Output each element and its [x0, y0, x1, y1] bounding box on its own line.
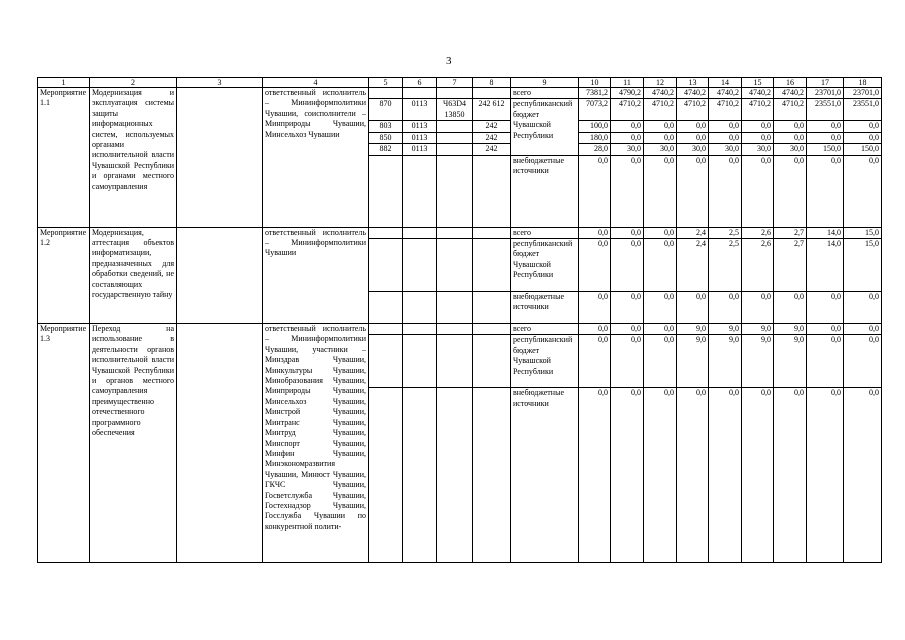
value-cell: 0,0: [677, 121, 709, 132]
value-cell: 0,0: [807, 121, 844, 132]
header-cell: 10: [579, 78, 611, 88]
value-cell: 0,0: [742, 155, 774, 227]
value-cell: 9,0: [742, 335, 774, 388]
empty-cell: [403, 239, 437, 292]
value-cell: 30,0: [742, 144, 774, 155]
value-cell: 23701,0: [844, 88, 882, 99]
value-cell: 9,0: [742, 324, 774, 335]
code-rz: [403, 88, 437, 99]
empty-cell: [437, 155, 473, 227]
code-grbs: 870: [369, 99, 403, 121]
empty-cell: [403, 227, 437, 238]
value-cell: 0,0: [774, 388, 807, 563]
value-cell: 0,0: [807, 335, 844, 388]
value-cell: 150,0: [844, 144, 882, 155]
value-cell: 4790,2: [611, 88, 644, 99]
code-rz: 0113: [403, 144, 437, 155]
value-cell: 14,0: [807, 239, 844, 292]
header-cell: 3: [177, 78, 263, 88]
value-cell: 0,0: [611, 132, 644, 143]
empty-cell: [473, 292, 511, 324]
header-cell: 12: [644, 78, 677, 88]
measure-name: Мероприятие 1.3: [38, 324, 90, 563]
value-cell: 23551,0: [807, 99, 844, 121]
header-cell: 13: [677, 78, 709, 88]
value-cell: 0,0: [742, 121, 774, 132]
header-cell: 6: [403, 78, 437, 88]
value-cell: 0,0: [644, 388, 677, 563]
value-cell: 0,0: [807, 155, 844, 227]
empty-cell: [177, 88, 263, 228]
value-cell: 2,7: [774, 239, 807, 292]
value-cell: 0,0: [844, 335, 882, 388]
empty-cell: [473, 155, 511, 227]
code-vr: 242: [473, 121, 511, 132]
value-cell: 0,0: [844, 155, 882, 227]
empty-cell: [403, 388, 437, 563]
value-cell: 0,0: [644, 324, 677, 335]
value-cell: 2,4: [677, 227, 709, 238]
empty-cell: [369, 155, 403, 227]
value-cell: 0,0: [579, 227, 611, 238]
header-cell: 15: [742, 78, 774, 88]
header-cell: 16: [774, 78, 807, 88]
code-vr: 242: [473, 132, 511, 143]
code-grbs: 803: [369, 121, 403, 132]
value-cell: 2,6: [742, 239, 774, 292]
empty-cell: [437, 239, 473, 292]
value-cell: 0,0: [644, 132, 677, 143]
table-row: [38, 324, 882, 335]
value-cell: 0,0: [644, 292, 677, 324]
value-cell: 4710,2: [742, 99, 774, 121]
value-cell: 9,0: [774, 335, 807, 388]
value-cell: 0,0: [742, 388, 774, 563]
value-cell: 30,0: [677, 144, 709, 155]
value-cell: 30,0: [611, 144, 644, 155]
value-cell: 100,0: [579, 121, 611, 132]
table-row: [38, 88, 882, 99]
header-row: [38, 78, 882, 88]
code-rz: 0113: [403, 99, 437, 121]
empty-cell: [437, 292, 473, 324]
value-cell: 0,0: [677, 132, 709, 143]
value-cell: 0,0: [709, 388, 742, 563]
header-cell: 11: [611, 78, 644, 88]
value-cell: 0,0: [611, 335, 644, 388]
value-cell: 0,0: [807, 324, 844, 335]
value-cell: 0,0: [579, 335, 611, 388]
value-cell: 0,0: [807, 388, 844, 563]
empty-cell: [403, 155, 437, 227]
source-label: всего: [511, 227, 579, 238]
value-cell: 4740,2: [677, 88, 709, 99]
value-cell: 0,0: [677, 155, 709, 227]
value-cell: 0,0: [611, 388, 644, 563]
value-cell: 7073,2: [579, 99, 611, 121]
empty-cell: [369, 227, 403, 238]
value-cell: 4710,2: [774, 99, 807, 121]
measure-title: Модернизация, аттестация объектов информатизации, предназначенных для обработки сведений, не составляющих государственную тайну: [90, 227, 177, 323]
empty-cell: [437, 335, 473, 388]
measure-title: Модернизация и эксплуатация системы защиты информационных систем, используемых органами исполнительной власти Чувашской Республики и органами местного самоуправления: [90, 88, 177, 228]
code-csr: [437, 121, 473, 132]
value-cell: 0,0: [579, 324, 611, 335]
value-cell: 0,0: [709, 292, 742, 324]
value-cell: 0,0: [644, 227, 677, 238]
empty-cell: [177, 324, 263, 563]
measure-executors: ответственный исполнитель – Мининформполитики Чувашии, участники – Минздрав Чувашии, Минкультуры Чувашии, Минобразования Чувашии, Минприроды Чувашии, Минсельхоз Чувашии, Минстрой Чувашии, Минтранс Чувашии, Минтруд Чувашии, Минспорт Чувашии, Минфин Чувашии, Минэкономразвития Чувашии, Минюст Чувашии, ГКЧС Чувашии, Госветслужба Чувашии, Гостехнадзор Чувашии, Госслужба Чувашии по конкурентной полити-: [263, 324, 369, 563]
empty-cell: [369, 239, 403, 292]
value-cell: 9,0: [709, 335, 742, 388]
value-cell: 0,0: [807, 292, 844, 324]
value-cell: 0,0: [611, 239, 644, 292]
value-cell: 0,0: [774, 292, 807, 324]
value-cell: 4710,2: [677, 99, 709, 121]
value-cell: 2,5: [709, 227, 742, 238]
value-cell: 2,5: [709, 239, 742, 292]
value-cell: 4740,2: [709, 88, 742, 99]
value-cell: 0,0: [579, 239, 611, 292]
empty-cell: [403, 324, 437, 335]
value-cell: 180,0: [579, 132, 611, 143]
code-rz: 0113: [403, 121, 437, 132]
table-row: [38, 227, 882, 238]
empty-cell: [437, 388, 473, 563]
value-cell: 9,0: [774, 324, 807, 335]
code-rz: 0113: [403, 132, 437, 143]
value-cell: 0,0: [807, 132, 844, 143]
value-cell: 23701,0: [807, 88, 844, 99]
value-cell: 9,0: [677, 324, 709, 335]
header-cell: 17: [807, 78, 844, 88]
code-grbs: [369, 88, 403, 99]
value-cell: 0,0: [611, 227, 644, 238]
value-cell: 0,0: [611, 292, 644, 324]
measure-executors: ответственный исполнитель – Мининформполитики Чувашии, соисполнители – Минприроды Чувашии, Минсельхоз Чувашии: [263, 88, 369, 228]
empty-cell: [369, 335, 403, 388]
header-cell: 4: [263, 78, 369, 88]
code-csr: [437, 88, 473, 99]
value-cell: 4710,2: [644, 99, 677, 121]
value-cell: 4710,2: [709, 99, 742, 121]
code-vr: 242 612: [473, 99, 511, 121]
value-cell: 0,0: [742, 132, 774, 143]
value-cell: 0,0: [709, 121, 742, 132]
value-cell: 9,0: [677, 335, 709, 388]
value-cell: 0,0: [774, 132, 807, 143]
value-cell: 28,0: [579, 144, 611, 155]
value-cell: 0,0: [774, 155, 807, 227]
measure-name: Мероприятие 1.1: [38, 88, 90, 228]
source-label: всего: [511, 324, 579, 335]
header-cell: 18: [844, 78, 882, 88]
value-cell: 0,0: [709, 132, 742, 143]
code-csr: Ч63D4 13850: [437, 99, 473, 121]
source-label: республиканский бюджет Чувашской Республики: [511, 239, 579, 292]
value-cell: 0,0: [844, 292, 882, 324]
measure-title: Переход на использование в деятельности органов исполнительной власти Чувашской Республики и органов местного самоуправления преимущественно отечественного программного обеспечения: [90, 324, 177, 563]
value-cell: 0,0: [677, 292, 709, 324]
empty-cell: [177, 227, 263, 323]
value-cell: 30,0: [774, 144, 807, 155]
budget-table: [37, 77, 882, 563]
value-cell: 0,0: [579, 292, 611, 324]
empty-cell: [437, 227, 473, 238]
empty-cell: [473, 227, 511, 238]
header-cell: 1: [38, 78, 90, 88]
source-label: республиканский бюджет Чувашской Республики: [511, 335, 579, 388]
value-cell: 0,0: [579, 388, 611, 563]
source-label: республиканский бюджет Чувашской Республики: [511, 99, 579, 155]
empty-cell: [403, 292, 437, 324]
value-cell: 30,0: [644, 144, 677, 155]
value-cell: 0,0: [844, 388, 882, 563]
value-cell: 0,0: [644, 155, 677, 227]
value-cell: 0,0: [844, 132, 882, 143]
value-cell: 0,0: [644, 121, 677, 132]
value-cell: 4740,2: [774, 88, 807, 99]
empty-cell: [473, 239, 511, 292]
value-cell: 0,0: [579, 155, 611, 227]
value-cell: 4710,2: [611, 99, 644, 121]
code-vr: [473, 88, 511, 99]
measure-name: Мероприятие 1.2: [38, 227, 90, 323]
value-cell: 0,0: [611, 121, 644, 132]
empty-cell: [369, 388, 403, 563]
page-number: 3: [446, 55, 452, 67]
source-label: всего: [511, 88, 579, 99]
empty-cell: [369, 324, 403, 335]
value-cell: 15,0: [844, 239, 882, 292]
value-cell: 7381,2: [579, 88, 611, 99]
value-cell: 0,0: [611, 324, 644, 335]
value-cell: 4740,2: [742, 88, 774, 99]
empty-cell: [437, 324, 473, 335]
value-cell: 0,0: [774, 121, 807, 132]
header-cell: 9: [511, 78, 579, 88]
value-cell: 0,0: [844, 324, 882, 335]
value-cell: 23551,0: [844, 99, 882, 121]
value-cell: 2,7: [774, 227, 807, 238]
value-cell: 0,0: [709, 155, 742, 227]
empty-cell: [369, 292, 403, 324]
header-cell: 5: [369, 78, 403, 88]
value-cell: 14,0: [807, 227, 844, 238]
header-cell: 2: [90, 78, 177, 88]
code-csr: [437, 132, 473, 143]
measure-executors: ответственный исполнитель – Мининформполитики Чувашии: [263, 227, 369, 323]
code-grbs: 850: [369, 132, 403, 143]
value-cell: 30,0: [709, 144, 742, 155]
header-cell: 14: [709, 78, 742, 88]
empty-cell: [473, 388, 511, 563]
value-cell: 15,0: [844, 227, 882, 238]
value-cell: 2,6: [742, 227, 774, 238]
source-label: внебюджетные источники: [511, 155, 579, 227]
empty-cell: [473, 335, 511, 388]
empty-cell: [403, 335, 437, 388]
value-cell: 0,0: [644, 239, 677, 292]
value-cell: 0,0: [677, 388, 709, 563]
value-cell: 150,0: [807, 144, 844, 155]
value-cell: 0,0: [611, 155, 644, 227]
value-cell: 0,0: [844, 121, 882, 132]
code-grbs: 882: [369, 144, 403, 155]
value-cell: 9,0: [709, 324, 742, 335]
value-cell: 0,0: [644, 335, 677, 388]
code-vr: 242: [473, 144, 511, 155]
source-label: внебюджетные источники: [511, 388, 579, 563]
source-label: внебюджетные источники: [511, 292, 579, 324]
code-csr: [437, 144, 473, 155]
value-cell: 2,4: [677, 239, 709, 292]
value-cell: 0,0: [742, 292, 774, 324]
empty-cell: [473, 324, 511, 335]
header-cell: 8: [473, 78, 511, 88]
header-cell: 7: [437, 78, 473, 88]
value-cell: 4740,2: [644, 88, 677, 99]
